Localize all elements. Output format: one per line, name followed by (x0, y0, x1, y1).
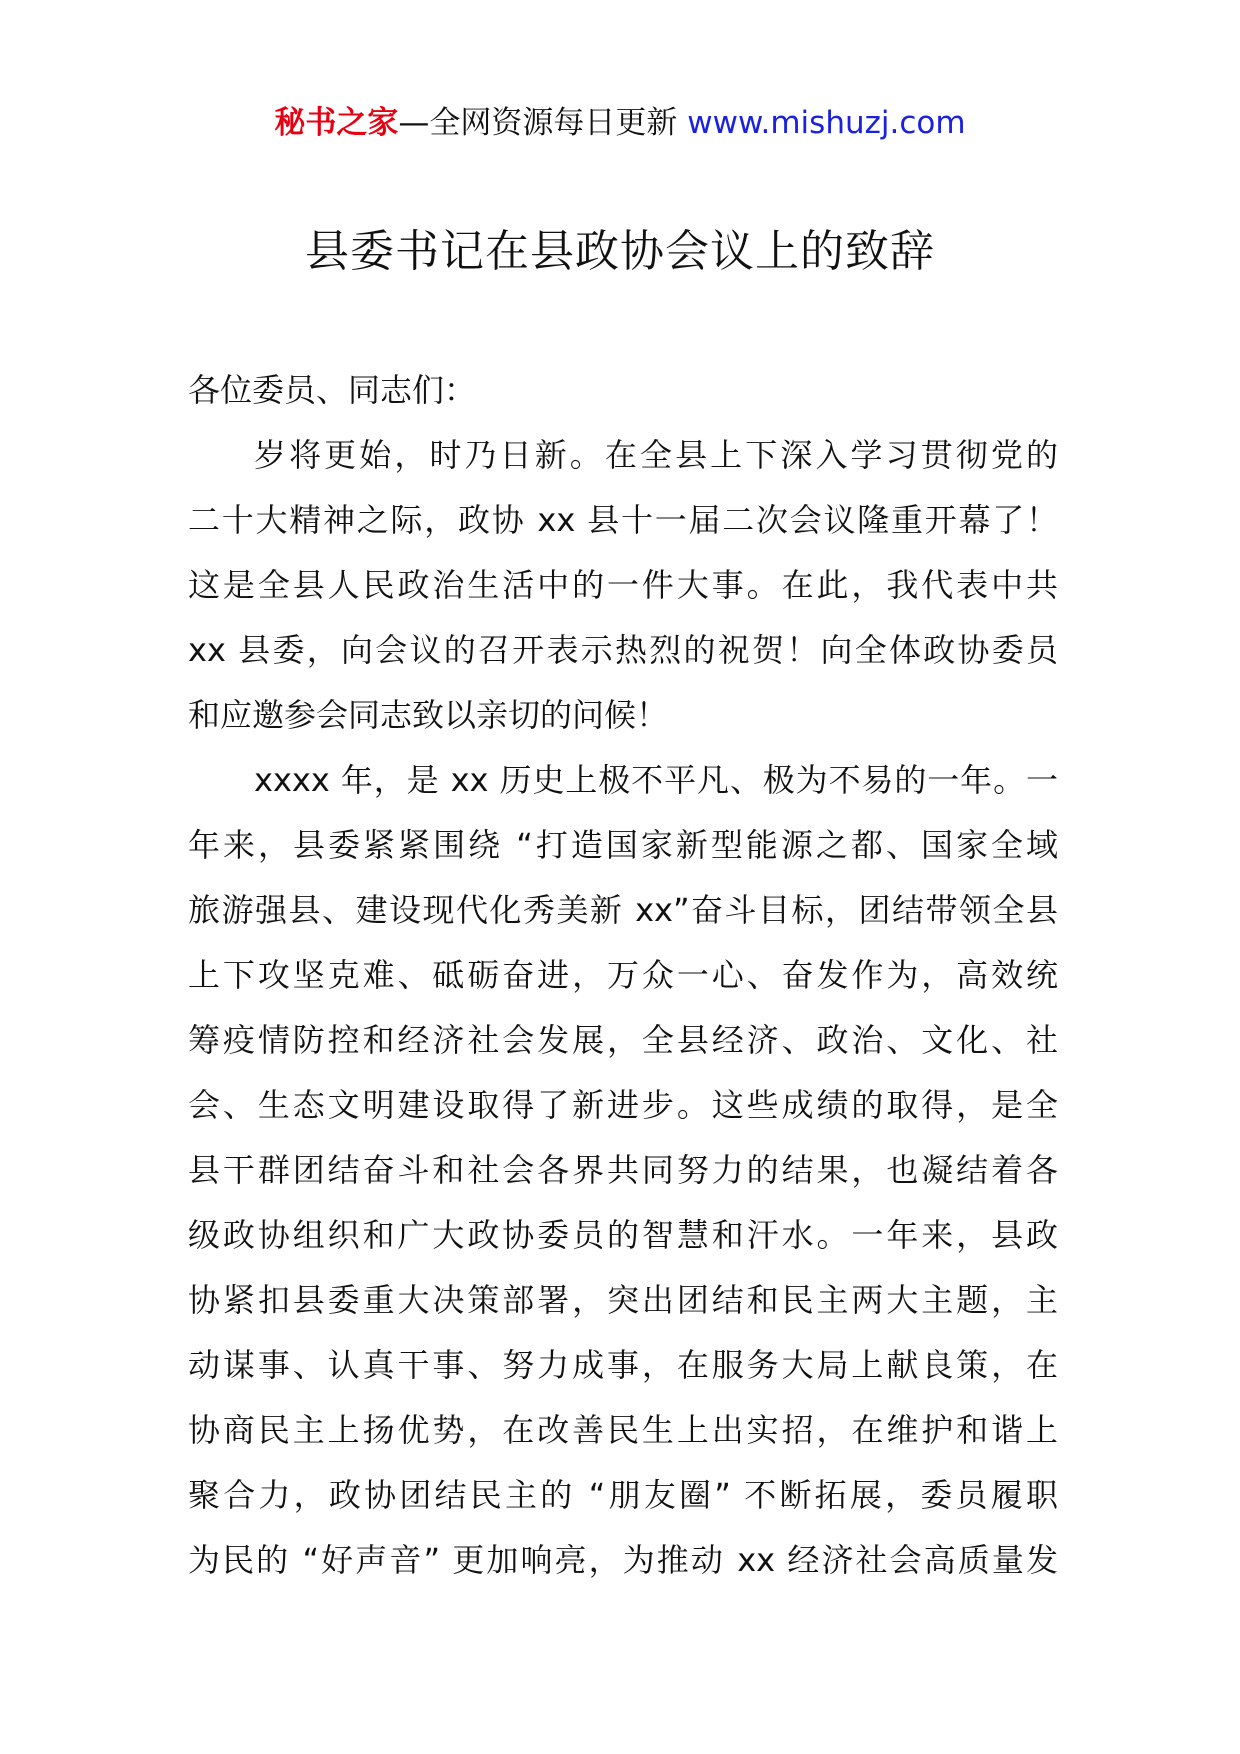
text-line: xxxx 年，是 xx 历史上极不平凡、极为不易的一年。一 (254, 761, 1058, 799)
brand-name: 秘书之家 (274, 105, 399, 141)
text-line: 岁将更始，时乃日新。在全县上下深入学习贯彻党的 (254, 436, 1058, 474)
text-line: 协紧扣县委重大决策部署，突出团结和民主两大主题，主 (188, 1281, 1058, 1319)
document-body (188, 358, 1058, 1593)
text-line: 筹疫情防控和经济社会发展，全县经济、政治、文化、社 (188, 1021, 1058, 1059)
text-line: 年来，县委紧紧围绕 “打造国家新型能源之都、国家全域 (188, 826, 1058, 864)
text-line: 为民的 “好声音” 更加响亮，为推动 xx 经济社会高质量发 (188, 1541, 1058, 1579)
document-title: 县委书记在县政协会议上的致辞 (305, 226, 935, 277)
text-line: 会、生态文明建设取得了新进步。这些成绩的取得，是全 (188, 1086, 1058, 1124)
text-line: 动谋事、认真干事、努力成事，在服务大局上献良策，在 (188, 1346, 1058, 1384)
text-line: 聚合力，政协团结民主的 “朋友圈” 不断拓展，委员履职 (188, 1476, 1058, 1514)
text-line: 协商民主上扬优势，在改善民生上出实招，在维护和谐上 (188, 1411, 1058, 1449)
text-line: xx 县委，向会议的召开表示热烈的祝贺！向全体政协委员 (188, 631, 1058, 669)
text-line: 上下攻坚克难、砥砺奋进，万众一心、奋发作为，高效统 (188, 956, 1058, 994)
salutation: 各位委员、同志们： (188, 371, 477, 409)
text-line: 级政协组织和广大政协委员的智慧和汗水。一年来，县政 (188, 1216, 1058, 1254)
header-slogan: —全网资源每日更新 (398, 105, 688, 141)
text-line: 这是全县人民政治生活中的一件大事。在此，我代表中共 (188, 566, 1058, 604)
text-line: 二十大精神之际，政协 xx 县十一届二次会议隆重开幕了！ (188, 501, 1058, 539)
site-url[interactable]: www.mishuzj.com (687, 105, 966, 141)
text-line: 和应邀参会同志致以亲切的问候！ (188, 696, 669, 734)
site-header (0, 98, 1240, 148)
text-line: 旅游强县、建设现代化秀美新 xx”奋斗目标，团结带领全县 (188, 891, 1058, 929)
text-line: 县干群团结奋斗和社会各界共同努力的结果，也凝结着各 (188, 1151, 1058, 1189)
